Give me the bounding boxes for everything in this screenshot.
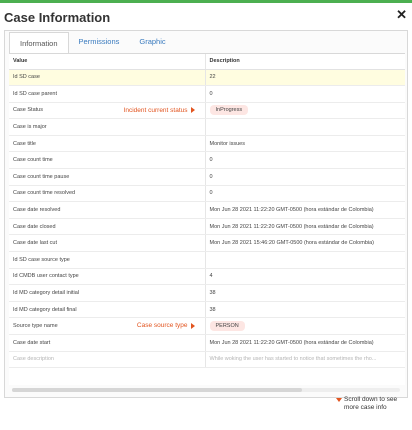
source-type-badge: PERSON: [210, 321, 245, 331]
row-description: 0: [205, 185, 405, 202]
row-value: Case count time resolved: [9, 185, 205, 202]
row-description: 0: [205, 152, 405, 169]
row-value: Case count time: [9, 152, 205, 169]
table-row[interactable]: [9, 218, 405, 235]
row-description: 0: [205, 169, 405, 186]
row-value-text: Case Status: [13, 107, 43, 114]
table-row[interactable]: [9, 335, 405, 352]
table-row[interactable]: [9, 202, 405, 219]
row-value-text: Source type name: [13, 323, 58, 330]
source-callout-label: Case source type: [136, 322, 188, 330]
table-row[interactable]: [9, 351, 405, 368]
status-callout: [124, 106, 195, 116]
table-row[interactable]: [9, 69, 405, 86]
row-value: Case is major: [9, 119, 205, 136]
table-row[interactable]: [9, 169, 405, 186]
row-value: Id SD case: [9, 69, 205, 86]
row-value: Id CMDB user contact type: [9, 268, 205, 285]
scrollbar-thumb[interactable]: [12, 388, 302, 392]
row-value: Case title: [9, 135, 205, 152]
row-description: [205, 102, 405, 119]
status-badge: InProgress: [210, 105, 249, 115]
row-value: Id MD category detail initial: [9, 285, 205, 302]
case-info-table: [9, 54, 405, 368]
close-icon[interactable]: ✕: [396, 7, 407, 22]
top-accent-bar: [0, 0, 412, 3]
row-description: 38: [205, 285, 405, 302]
table-row[interactable]: [9, 252, 405, 269]
row-value: Case date closed: [9, 218, 205, 235]
row-description: Mon Jun 28 2021 11:22:20 GMT-0500 (hora estándar de Colombia): [205, 218, 405, 235]
table-row[interactable]: [9, 285, 405, 302]
table-row[interactable]: [9, 185, 405, 202]
table-row[interactable]: [9, 268, 405, 285]
row-description: 38: [205, 301, 405, 318]
table-row[interactable]: [9, 86, 405, 103]
case-info-table-container[interactable]: [9, 53, 405, 385]
row-value: [9, 318, 205, 335]
table-row[interactable]: [9, 235, 405, 252]
row-description: Mon Jun 28 2021 11:22:20 GMT-0500 (hora estándar de Colombia): [205, 335, 405, 352]
row-description: Mon Jun 28 2021 11:22:20 GMT-0500 (hora estándar de Colombia): [205, 202, 405, 219]
case-info-panel: [4, 30, 408, 398]
table-row[interactable]: [9, 135, 405, 152]
row-description: Mon Jun 28 2021 15:46:20 GMT-0500 (hora estándar de Colombia): [205, 235, 405, 252]
row-value: Case date last cut: [9, 235, 205, 252]
table-row[interactable]: [9, 301, 405, 318]
row-value: Id SD case source type: [9, 252, 205, 269]
scroll-note-text: Scroll down to see more case info: [344, 396, 398, 411]
arrow-right-icon: [191, 323, 195, 329]
row-value: Id SD case parent: [9, 86, 205, 103]
row-value: Case date resolved: [9, 202, 205, 219]
row-description: [205, 318, 405, 335]
status-callout-label: Incident current status: [123, 106, 188, 114]
dialog-title: Case Information: [4, 10, 111, 25]
horizontal-scrollbar[interactable]: [12, 388, 400, 392]
tab-bar: [9, 31, 176, 53]
row-value: Case description: [9, 351, 205, 368]
row-description: 22: [205, 69, 405, 86]
column-header-description: Description: [205, 54, 405, 69]
row-description: While woking the user has started to notice that sometimes the rho...: [205, 351, 405, 368]
source-callout: [137, 321, 195, 331]
row-description: [205, 252, 405, 269]
arrow-down-icon: [336, 398, 342, 402]
table-row[interactable]: [9, 119, 405, 136]
row-value: [9, 102, 205, 119]
row-description: 0: [205, 86, 405, 103]
table-row[interactable]: [9, 318, 405, 335]
tab-graphic[interactable]: Graphic: [139, 37, 166, 46]
tab-permissions[interactable]: Permissions: [78, 37, 120, 46]
arrow-right-icon: [191, 107, 195, 113]
row-value: Id MD category detail final: [9, 301, 205, 318]
table-header-row: [9, 54, 405, 69]
table-row[interactable]: [9, 152, 405, 169]
scroll-note: [336, 396, 406, 412]
table-row[interactable]: [9, 102, 405, 119]
row-description: Monitor issues: [205, 135, 405, 152]
row-value: Case count time pause: [9, 169, 205, 186]
row-description: [205, 119, 405, 136]
tab-information[interactable]: Information: [9, 32, 69, 54]
column-header-value: Value: [9, 54, 205, 69]
row-description: 4: [205, 268, 405, 285]
row-value: Case date start: [9, 335, 205, 352]
